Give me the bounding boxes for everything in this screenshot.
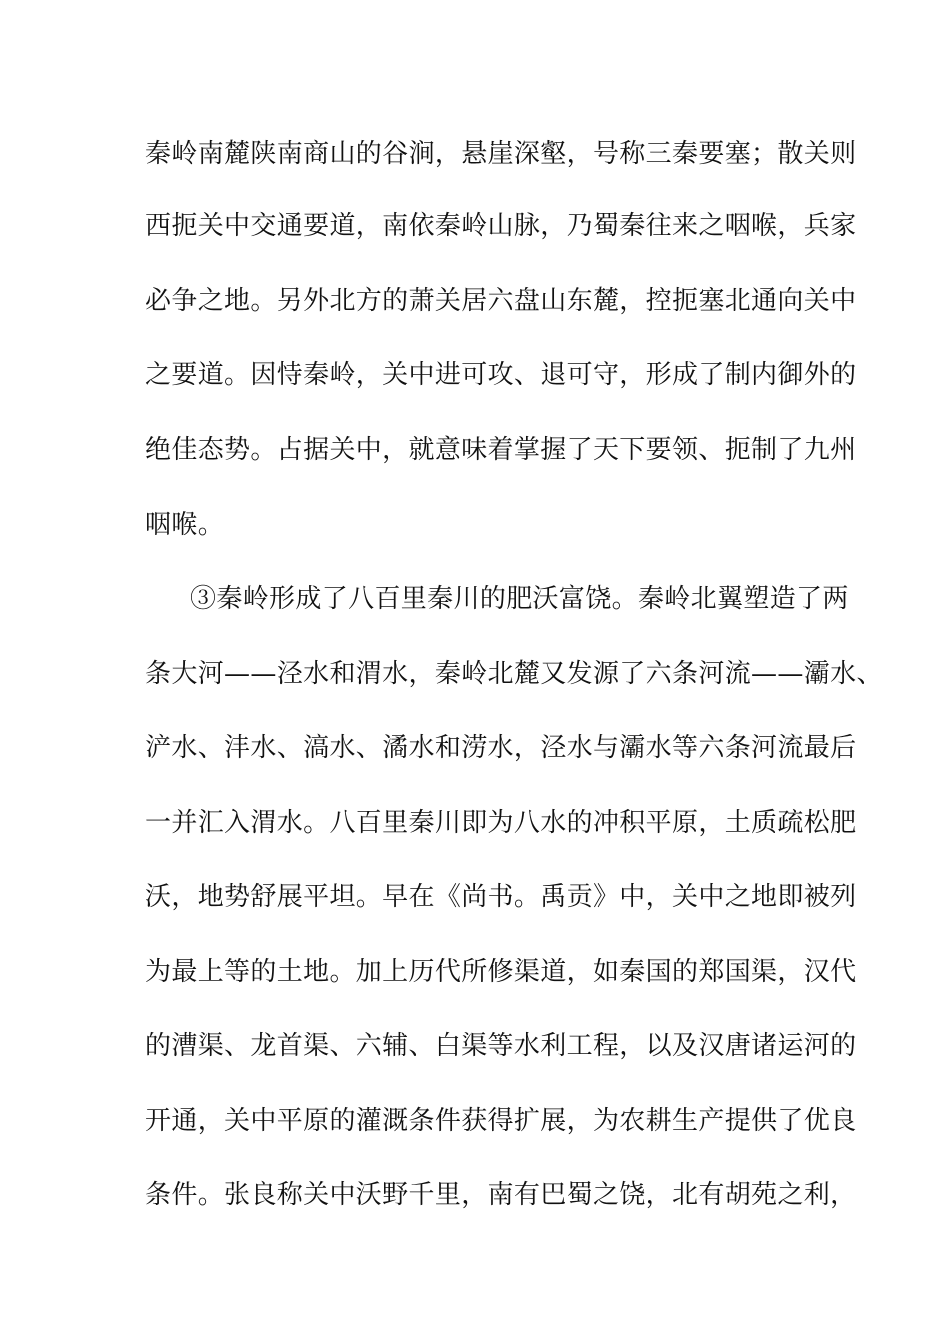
text-line: 沃，地势舒展平坦。早在《尚书。禹贡》中，关中之地即被列 <box>145 882 857 912</box>
text-line: 之要道。因恃秦岭，关中进可攻、退可守，形成了制内御外的 <box>145 360 857 390</box>
text-line: 为最上等的土地。加上历代所修渠道，如秦国的郑国渠，汉代 <box>145 957 857 987</box>
text-line: 咽喉。 <box>145 510 225 540</box>
text-line: 浐水、沣水、滈水、潏水和涝水，泾水与灞水等六条河流最后 <box>145 733 857 763</box>
text-line: 的漕渠、龙首渠、六辅、白渠等水利工程，以及汉唐诸运河的 <box>145 1031 857 1061</box>
text-line: 秦岭南麓陕南商山的谷涧，悬崖深壑，号称三秦要塞；散关则 <box>145 139 857 169</box>
text-line: 一并汇入渭水。八百里秦川即为八水的冲积平原，土质疏松肥 <box>145 808 857 838</box>
text-line: 条大河——泾水和渭水，秦岭北麓又发源了六条河流——灞水、 <box>145 659 883 689</box>
text-line: 条件。张良称关中沃野千里，南有巴蜀之饶，北有胡苑之利， <box>145 1180 857 1210</box>
text-line: 开通，关中平原的灌溉条件获得扩展，为农耕生产提供了优良 <box>145 1106 857 1136</box>
text-line: 绝佳态势。占据关中，就意味着掌握了天下要领、扼制了九州 <box>145 435 857 465</box>
paragraph-start-line: ③秦岭形成了八百里秦川的肥沃富饶。秦岭北翼塑造了两 <box>190 584 849 614</box>
text-line: 必争之地。另外北方的萧关居六盘山东麓，控扼塞北通向关中 <box>145 286 857 316</box>
text-line: 西扼关中交通要道，南依秦岭山脉，乃蜀秦往来之咽喉，兵家 <box>145 211 857 241</box>
